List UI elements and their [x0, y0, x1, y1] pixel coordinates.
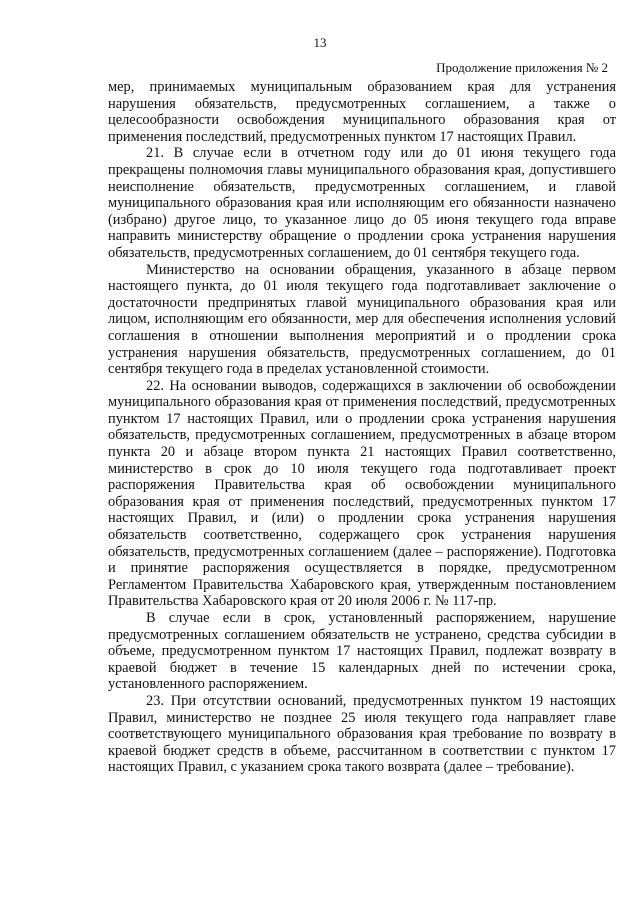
document-body	[108, 79, 616, 776]
appendix-continuation-note: Продолжение приложения № 2	[436, 60, 608, 75]
paragraph: 22. На основании выводов, содержащихся в заключении об освобождении муниципального образования края от применения последствий, предусмотренных пунктом 17 настоящих Правил, или о продлении срока устранения нарушения обязательств, предусмотренных соглашением, предусмотренных в абзаце втором пункта 20 и абзаце втором пункта 21 настоящих Правил соответственно, министерство в срок до 10 июля текущего года подготавливает проект распоряжения Правительства края об освобождении муниципального образования края от применения последствий, предусмотренных пунктом 17 настоящих Правил, и (или) о продлении срока устранения нарушения обязательств соответственно, содержащего срок устранения нарушения обязательств, предусмотренных соглашением (далее – распоряжение). Подготовка и принятие распоряжения осуществляется в порядке, предусмотренном Регламентом Правительства Хабаровского края, утвержденным постановлением Правительства Хабаровского края от 20 июля 2006 г. № 117-пр.	[108, 377, 616, 610]
paragraph: мер, принимаемых муниципальным образованием края для устранения нарушения обязательств, предусмотренных соглашением, а также о целесообразности освобождения муниципального образования края от применения последствий, предусмотренных пунктом 17 настоящих Правил.	[108, 79, 616, 145]
paragraph: 23. При отсутствии оснований, предусмотренных пунктом 19 настоящих Правил, министерство не позднее 25 июля текущего года направляет главе соответствующего муниципального образования края требование по возврату в краевой бюджет средств в объеме, рассчитанном в соответствии с пунктом 17 настоящих Правил, с указанием срока такого возврата (далее – требование).	[108, 692, 616, 776]
paragraph: Министерство на основании обращения, указанного в абзаце первом настоящего пункта, до 01 июля текущего года подготавливает заключение о достаточности предпринятых главой муниципального образования края или лицом, исполняющим его обязанности, мер для обеспечения исполнения условий соглашения в отношении выполнения мероприятий и о продлении срока устранения нарушения обязательств, предусмотренных соглашением, до 01 сентября текущего года в пределах установленной стоимости.	[108, 261, 616, 378]
paragraph: 21. В случае если в отчетном году или до 01 июня текущего года прекращены полномочия главы муниципального образования края, допустившего неисполнение обязательств, предусмотренных соглашением, и главой муниципального образования края или исполняющим его обязанности назначено (избрано) другое лицо, то указанное лицо до 05 июня текущего года вправе направить министерству обращение о продлении срока устранения нарушения обязательств, предусмотренных соглашением, до 01 сентября текущего года.	[108, 145, 616, 261]
paragraph: В случае если в срок, установленный распоряжением, нарушение предусмотренных соглашением обязательств не устранено, средства субсидии в объеме, предусмотренном пунктом 17 настоящих Правил, подлежат возврату в краевой бюджет в течение 15 календарных дней по истечении срока, установленного распоряжением.	[108, 610, 616, 693]
page-number: 13	[313, 35, 327, 50]
